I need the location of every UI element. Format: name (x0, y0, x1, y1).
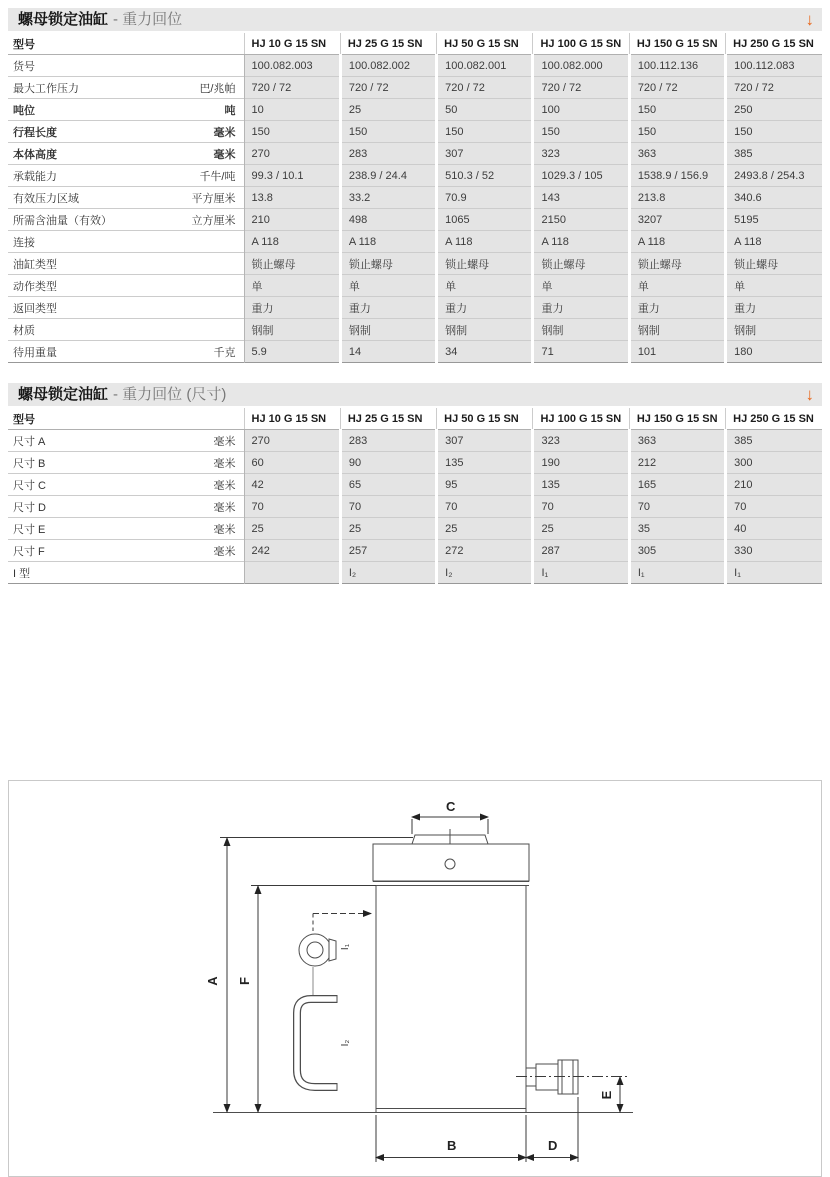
table-cell: A 118 (244, 231, 340, 253)
specs-subtitle: - 重力回位 (113, 11, 183, 28)
row-unit: 毫米 (213, 545, 236, 558)
table-cell: 13.8 (244, 187, 340, 209)
table-row (8, 77, 822, 99)
table-cell: 135 (437, 452, 533, 474)
table-cell: 150 (629, 99, 725, 121)
table-cell: A 118 (629, 231, 725, 253)
column-header: HJ 25 G 15 SN (340, 33, 436, 55)
table-cell: 720 / 72 (340, 77, 436, 99)
table-cell: 单 (533, 275, 629, 297)
cylinder-body (376, 886, 526, 1113)
table-cell: 95 (437, 474, 533, 496)
table-row (8, 165, 822, 187)
table-row (8, 121, 822, 143)
row-label (8, 319, 244, 341)
row-unit: 毫米 (213, 479, 236, 492)
row-label (8, 99, 244, 121)
table-cell: 重力 (726, 297, 822, 319)
row-label (8, 121, 244, 143)
row-label (8, 452, 244, 474)
specs-table (8, 33, 822, 363)
table-row (8, 275, 822, 297)
table-cell: 钢制 (533, 319, 629, 341)
table-cell: 锁止螺母 (726, 253, 822, 275)
column-header: HJ 100 G 15 SN (533, 33, 629, 55)
table-cell: A 118 (437, 231, 533, 253)
column-header: HJ 150 G 15 SN (629, 33, 725, 55)
eyebolt-label: I₁ (340, 943, 351, 951)
handle-label: I₂ (340, 1039, 351, 1047)
dim-label-c: C (446, 799, 456, 814)
table-cell: 单 (244, 275, 340, 297)
row-label (8, 143, 244, 165)
table-cell: 70.9 (437, 187, 533, 209)
row-unit: 毫米 (213, 457, 236, 470)
specs-section (8, 8, 822, 363)
row-label-text: 货号 (13, 60, 35, 73)
table-cell: A 118 (726, 231, 822, 253)
table-cell: I₁ (533, 562, 629, 584)
corner-header: 型号 (8, 408, 244, 430)
table-cell: 25 (340, 518, 436, 540)
table-cell: 2150 (533, 209, 629, 231)
row-label-text: 连接 (13, 236, 35, 249)
table-row (8, 253, 822, 275)
table-cell: 100.112.136 (629, 55, 725, 77)
dim-label-d: D (548, 1138, 558, 1153)
dim-label-f: F (237, 977, 252, 985)
table-cell: 238.9 / 24.4 (340, 165, 436, 187)
download-arrow-icon[interactable]: ↓ (805, 385, 814, 404)
table-cell: 42 (244, 474, 340, 496)
table-cell: 锁止螺母 (244, 253, 340, 275)
table-cell: 143 (533, 187, 629, 209)
cylinder-drawing (9, 781, 821, 1176)
row-label-text: 材质 (13, 324, 35, 337)
table-row (8, 341, 822, 363)
row-unit: 千克 (213, 346, 236, 359)
table-cell: 305 (629, 540, 725, 562)
table-cell: 150 (340, 121, 436, 143)
row-label-text: 待用重量 (13, 346, 57, 359)
row-label (8, 496, 244, 518)
dimensions-table (8, 408, 822, 584)
table-row (8, 209, 822, 231)
row-label (8, 297, 244, 319)
row-label-text: 本体高度 (13, 148, 57, 161)
row-label (8, 430, 244, 452)
dimensions-section (8, 383, 822, 584)
row-label-text: 吨位 (13, 104, 35, 117)
table-cell: 70 (244, 496, 340, 518)
table-cell: 272 (437, 540, 533, 562)
row-label-text: 承载能力 (13, 170, 57, 183)
table-cell: 720 / 72 (244, 77, 340, 99)
row-label-text: 行程长度 (13, 126, 57, 139)
table-cell: 720 / 72 (629, 77, 725, 99)
table-cell: 307 (437, 430, 533, 452)
row-unit: 巴/兆帕 (199, 82, 236, 95)
column-header: HJ 10 G 15 SN (244, 408, 340, 430)
table-cell: 70 (437, 496, 533, 518)
table-cell: 100.082.000 (533, 55, 629, 77)
dimensions-subtitle: - 重力回位 (尺寸) (113, 386, 227, 403)
table-cell: 385 (726, 143, 822, 165)
table-cell: 钢制 (340, 319, 436, 341)
row-label-text: 动作类型 (13, 280, 57, 293)
table-cell: 323 (533, 143, 629, 165)
row-unit: 毫米 (213, 523, 236, 536)
row-unit: 千牛/吨 (199, 170, 236, 183)
column-header: HJ 100 G 15 SN (533, 408, 629, 430)
table-cell: 钢制 (244, 319, 340, 341)
dimensions-title-bar (8, 383, 822, 406)
table-cell: 5.9 (244, 341, 340, 363)
table-cell: 100.082.002 (340, 55, 436, 77)
row-label-text: 尺寸 E (13, 523, 46, 536)
table-cell: 363 (629, 430, 725, 452)
table-cell: 25 (244, 518, 340, 540)
row-unit: 立方厘米 (191, 214, 236, 227)
table-cell: 5195 (726, 209, 822, 231)
table-cell: 363 (629, 143, 725, 165)
table-cell: 180 (726, 341, 822, 363)
table-cell: 锁止螺母 (437, 253, 533, 275)
table-cell: 100.112.083 (726, 55, 822, 77)
table-cell: 99.3 / 10.1 (244, 165, 340, 187)
table-cell: 210 (244, 209, 340, 231)
table-cell: 720 / 72 (437, 77, 533, 99)
table-cell (244, 562, 340, 584)
table-cell: 70 (533, 496, 629, 518)
table-cell: A 118 (340, 231, 436, 253)
column-header: HJ 250 G 15 SN (726, 33, 822, 55)
table-cell: 270 (244, 430, 340, 452)
table-cell: 钢制 (437, 319, 533, 341)
row-label (8, 518, 244, 540)
table-cell: 锁止螺母 (533, 253, 629, 275)
table-cell: A 118 (533, 231, 629, 253)
table-row (8, 231, 822, 253)
row-label (8, 540, 244, 562)
table-cell: 25 (340, 99, 436, 121)
column-header: HJ 50 G 15 SN (437, 33, 533, 55)
dimensions-title: 螺母锁定油缸 (18, 386, 109, 403)
table-cell: I₂ (340, 562, 436, 584)
table-cell: 14 (340, 341, 436, 363)
table-row (8, 99, 822, 121)
table-cell: 150 (726, 121, 822, 143)
table-cell: 1065 (437, 209, 533, 231)
table-cell: 270 (244, 143, 340, 165)
table-cell: 307 (437, 143, 533, 165)
table-cell: 330 (726, 540, 822, 562)
vent-hole (445, 859, 455, 869)
table-row (8, 143, 822, 165)
table-cell: 720 / 72 (533, 77, 629, 99)
row-label (8, 341, 244, 363)
dim-label-b: B (447, 1138, 457, 1153)
dim-label-e: E (599, 1090, 614, 1100)
handle-icon-inner (297, 999, 337, 1087)
table-cell: 498 (340, 209, 436, 231)
table-cell: 250 (726, 99, 822, 121)
column-header: HJ 50 G 15 SN (437, 408, 533, 430)
table-cell: I₁ (629, 562, 725, 584)
row-label (8, 165, 244, 187)
download-arrow-icon[interactable]: ↓ (805, 10, 814, 29)
table-cell: 50 (437, 99, 533, 121)
table-row (8, 187, 822, 209)
table-cell: 210 (726, 474, 822, 496)
row-unit: 平方厘米 (191, 192, 236, 205)
row-label-text: 返回类型 (13, 302, 57, 315)
table-cell: 重力 (437, 297, 533, 319)
row-label-text: 尺寸 C (13, 479, 46, 492)
corner-header: 型号 (8, 33, 244, 55)
row-label (8, 77, 244, 99)
row-label-text: 尺寸 D (13, 501, 46, 514)
table-cell: 71 (533, 341, 629, 363)
header-row (8, 33, 822, 55)
dim-label-a: A (205, 976, 220, 986)
table-cell: 70 (629, 496, 725, 518)
table-cell: 323 (533, 430, 629, 452)
row-label (8, 231, 244, 253)
table-row (8, 452, 822, 474)
row-unit: 毫米 (213, 501, 236, 514)
table-cell: 33.2 (340, 187, 436, 209)
row-label (8, 275, 244, 297)
table-cell: 283 (340, 143, 436, 165)
table-cell: 340.6 (726, 187, 822, 209)
row-label-text: I 型 (13, 567, 31, 580)
row-label-text: 尺寸 B (13, 457, 46, 470)
table-cell: 300 (726, 452, 822, 474)
table-cell: 单 (340, 275, 436, 297)
row-label (8, 562, 244, 584)
table-cell: 60 (244, 452, 340, 474)
table-cell: 重力 (533, 297, 629, 319)
row-label-text: 最大工作压力 (13, 82, 79, 95)
table-row (8, 297, 822, 319)
table-cell: 150 (244, 121, 340, 143)
table-cell: 35 (629, 518, 725, 540)
table-cell: 钢制 (629, 319, 725, 341)
table-cell: 单 (437, 275, 533, 297)
row-label-text: 有效压力区域 (13, 192, 79, 205)
table-row (8, 430, 822, 452)
eyebolt-icon (307, 942, 323, 958)
technical-drawing-panel (8, 780, 822, 1177)
row-label-text: 尺寸 F (13, 545, 45, 558)
table-cell: 150 (533, 121, 629, 143)
table-cell: 190 (533, 452, 629, 474)
table-cell: 65 (340, 474, 436, 496)
table-cell: 25 (437, 518, 533, 540)
table-cell: 100 (533, 99, 629, 121)
row-unit: 毫米 (213, 435, 236, 448)
table-cell: 212 (629, 452, 725, 474)
table-cell: 90 (340, 452, 436, 474)
table-cell: 283 (340, 430, 436, 452)
column-header: HJ 25 G 15 SN (340, 408, 436, 430)
table-cell: 100.082.001 (437, 55, 533, 77)
table-cell: 242 (244, 540, 340, 562)
row-unit: 毫米 (213, 148, 236, 161)
table-cell: 重力 (629, 297, 725, 319)
column-header: HJ 10 G 15 SN (244, 33, 340, 55)
table-cell: 10 (244, 99, 340, 121)
table-row (8, 55, 822, 77)
table-cell: 1029.3 / 105 (533, 165, 629, 187)
row-label (8, 253, 244, 275)
table-cell: 40 (726, 518, 822, 540)
table-cell: 101 (629, 341, 725, 363)
table-cell: I₂ (437, 562, 533, 584)
table-cell: 70 (726, 496, 822, 518)
specs-title: 螺母锁定油缸 (18, 11, 109, 28)
table-cell: 213.8 (629, 187, 725, 209)
row-label-text: 油缸类型 (13, 258, 57, 271)
table-cell: 150 (437, 121, 533, 143)
table-row (8, 540, 822, 562)
table-cell: 70 (340, 496, 436, 518)
table-cell: 257 (340, 540, 436, 562)
table-cell: 锁止螺母 (629, 253, 725, 275)
table-row (8, 474, 822, 496)
row-unit: 毫米 (213, 126, 236, 139)
table-row (8, 518, 822, 540)
row-label (8, 55, 244, 77)
table-cell: I₁ (726, 562, 822, 584)
handle-icon (297, 999, 337, 1087)
table-cell: 钢制 (726, 319, 822, 341)
table-cell: 720 / 72 (726, 77, 822, 99)
table-cell: 25 (533, 518, 629, 540)
table-cell: 100.082.003 (244, 55, 340, 77)
table-row (8, 319, 822, 341)
table-cell: 2493.8 / 254.3 (726, 165, 822, 187)
table-cell: 单 (726, 275, 822, 297)
row-unit: 吨 (224, 104, 236, 117)
table-cell: 锁止螺母 (340, 253, 436, 275)
table-row (8, 496, 822, 518)
table-row (8, 562, 822, 584)
table-cell: 385 (726, 430, 822, 452)
column-header: HJ 150 G 15 SN (629, 408, 725, 430)
row-label (8, 209, 244, 231)
table-cell: 重力 (340, 297, 436, 319)
table-cell: 287 (533, 540, 629, 562)
column-header: HJ 250 G 15 SN (726, 408, 822, 430)
table-cell: 135 (533, 474, 629, 496)
row-label-text: 所需含油量（有效） (13, 214, 112, 227)
eyebolt-flange (329, 939, 336, 961)
table-cell: 165 (629, 474, 725, 496)
row-label-text: 尺寸 A (13, 435, 46, 448)
table-cell: 重力 (244, 297, 340, 319)
row-label (8, 474, 244, 496)
table-cell: 3207 (629, 209, 725, 231)
table-cell: 1538.9 / 156.9 (629, 165, 725, 187)
table-cell: 34 (437, 341, 533, 363)
table-cell: 单 (629, 275, 725, 297)
table-cell: 510.3 / 52 (437, 165, 533, 187)
table-cell: 150 (629, 121, 725, 143)
header-row (8, 408, 822, 430)
row-label (8, 187, 244, 209)
specs-title-bar (8, 8, 822, 31)
